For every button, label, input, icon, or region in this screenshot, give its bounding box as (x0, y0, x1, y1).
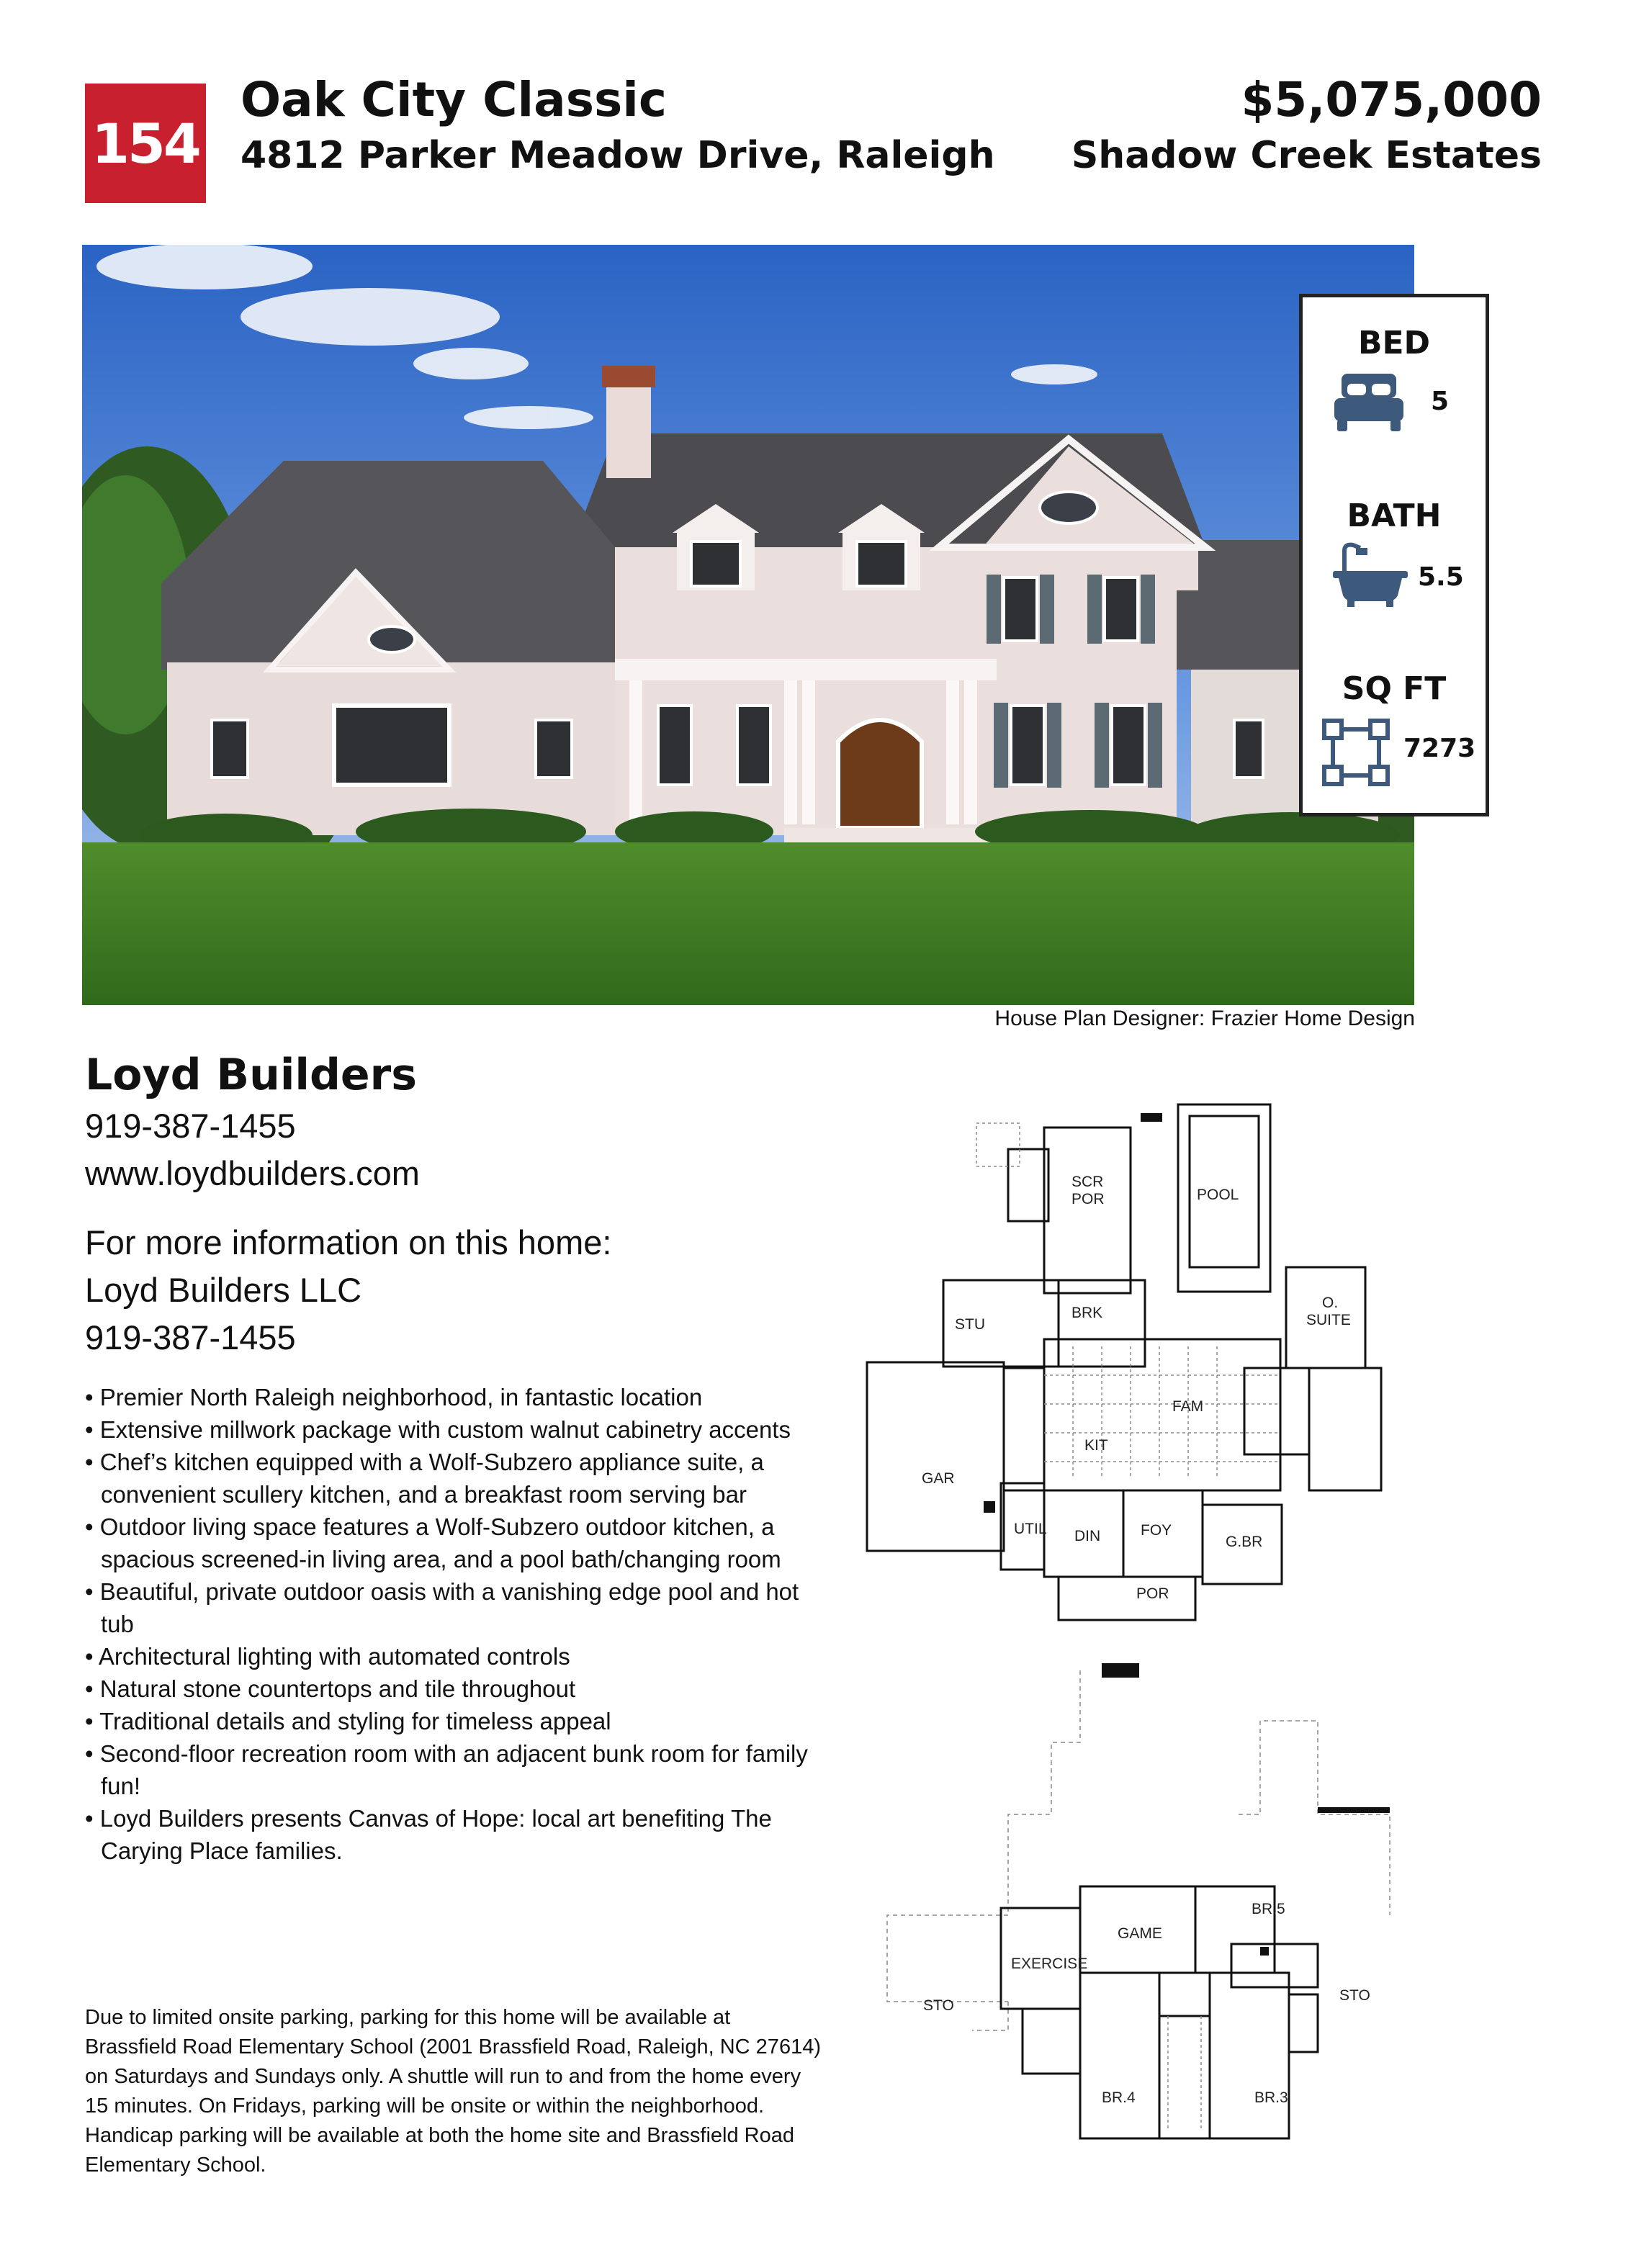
listing-number: 154 (91, 111, 199, 176)
info-company: Loyd Builders LLC (85, 1271, 362, 1309)
builder-name: Loyd Builders (85, 1050, 417, 1100)
room-label: GAR (922, 1470, 955, 1487)
second-floor-plan (886, 1656, 1419, 2160)
room-label: STU (955, 1316, 985, 1333)
room-label: EXERCISE (1011, 1956, 1088, 1972)
home-address: 4812 Parker Meadow Drive, Raleigh (241, 134, 995, 177)
room-label: BRK (1071, 1305, 1103, 1321)
house-photo (82, 245, 1414, 1005)
bath-count: 5.5 (1418, 562, 1464, 592)
community-name: Shadow Creek Estates (1071, 134, 1542, 177)
room-label: O. (1322, 1295, 1339, 1311)
builder-phone[interactable]: 919-387-1455 (85, 1107, 296, 1145)
designer-credit: House Plan Designer: Frazier Home Design (994, 1007, 1415, 1030)
info-phone[interactable]: 919-387-1455 (85, 1318, 296, 1356)
room-label: SCR (1071, 1174, 1104, 1190)
room-label: DIN (1074, 1528, 1101, 1544)
room-label: BR.3 (1254, 2089, 1288, 2106)
feature-item: • Architectural lighting with automated controls (85, 1643, 570, 1670)
feature-item: • Traditional details and styling for timeless appeal (85, 1708, 611, 1734)
room-label: STO (1339, 1987, 1370, 2004)
room-label: FOY (1141, 1522, 1172, 1539)
builder-website[interactable]: www.loydbuilders.com (85, 1154, 420, 1192)
bed-count: 5 (1431, 387, 1450, 416)
bed-icon (1331, 369, 1406, 438)
room-label: GAME (1118, 1925, 1162, 1942)
feature-item: • Outdoor living space features a Wolf-Subzero outdoor kitchen, a spacious screened-in living area, and a pool bath/changing room (85, 1513, 781, 1572)
bed-label: BED (1357, 325, 1431, 361)
room-label: UTIL (1014, 1521, 1047, 1537)
feature-item: • Beautiful, private outdoor oasis with a vanishing edge pool and hot tub (85, 1578, 799, 1637)
sqft-label: SQ FT (1342, 670, 1447, 707)
bathtub-icon (1331, 542, 1411, 611)
room-label: POR (1071, 1191, 1105, 1207)
room-label: KIT (1084, 1437, 1108, 1454)
area-icon (1321, 718, 1390, 791)
home-stats-panel (1299, 294, 1489, 816)
home-title: Oak City Classic (241, 72, 668, 127)
feature-item: • Natural stone countertops and tile throughout (85, 1675, 576, 1702)
feature-item: • Chef’s kitchen equipped with a Wolf-Subzero appliance suite, a convenient scullery kitchen, and a breakfast room serving bar (85, 1449, 764, 1508)
listing-number-badge (85, 84, 206, 203)
feature-item: • Extensive millwork package with custom walnut cabinetry accents (85, 1416, 791, 1443)
room-label: POR (1136, 1585, 1169, 1602)
room-label: STO (923, 1997, 954, 2014)
room-label: BR.5 (1252, 1901, 1285, 1917)
feature-item: • Loyd Builders presents Canvas of Hope: local art benefiting The Carying Place families. (85, 1805, 772, 1864)
home-price: $5,075,000 (1241, 72, 1542, 127)
feature-item: • Second-floor recreation room with an adjacent bunk room for family fun! (85, 1740, 808, 1799)
feature-item: • Premier North Raleigh neighborhood, in fantastic location (85, 1384, 703, 1410)
room-label: FAM (1172, 1398, 1204, 1415)
bath-label: BATH (1347, 498, 1442, 534)
info-heading: For more information on this home: (85, 1223, 612, 1261)
room-label: POOL (1197, 1187, 1239, 1203)
parking-notice: Due to limited onsite parking, parking for this home will be available at Brassfield Road Elementary School (2001 Brassfield Road, Raleigh, NC 27614) on Saturdays and Sundays only. A shuttle will run to and from the home every 15 minutes. On Fridays, parking will be onsite or within the neighborhood. Handicap parking will be available at both the home site and Brassfield Road Elementary School. (85, 2006, 821, 2177)
room-label: BR.4 (1102, 2089, 1136, 2106)
room-label: SUITE (1306, 1312, 1351, 1328)
room-label: G.BR (1226, 1534, 1263, 1550)
sqft-value: 7273 (1403, 734, 1476, 763)
first-floor-plan (857, 1102, 1404, 1649)
feature-list (85, 1381, 819, 1867)
